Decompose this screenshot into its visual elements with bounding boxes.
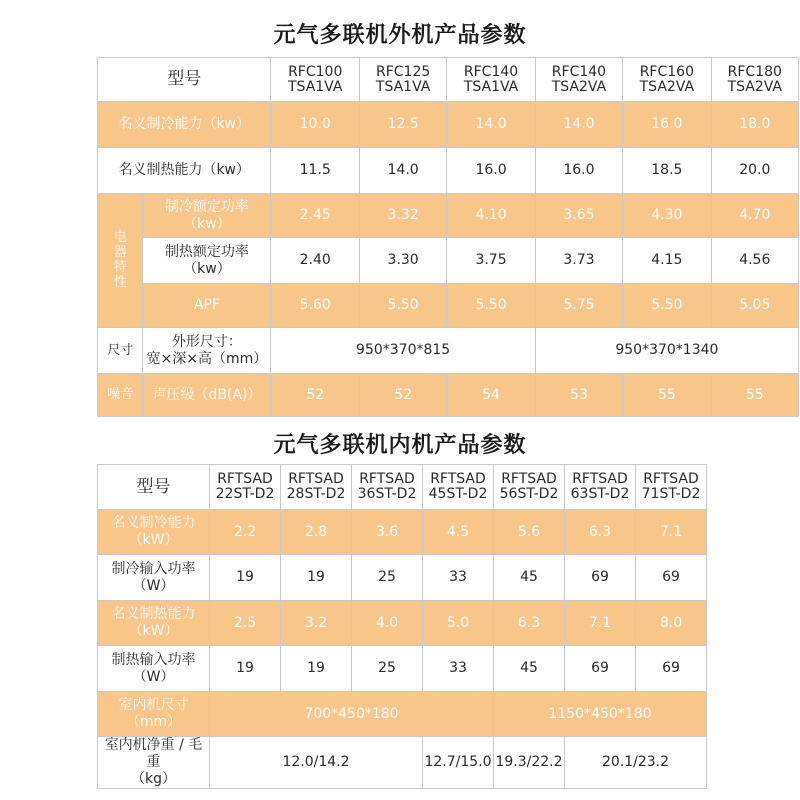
value-cell: 6.3 bbox=[494, 601, 565, 646]
value-cell: 8.0 bbox=[636, 601, 707, 646]
indoor-model-label: 型号 bbox=[98, 465, 210, 510]
value-cell: 16.0 bbox=[535, 148, 622, 194]
outdoor-noise-row bbox=[98, 374, 799, 417]
indoor-model-6: RFTSAD 63ST-D2 bbox=[565, 465, 636, 510]
value-cell: 4.30 bbox=[623, 194, 711, 238]
value-cell: 53 bbox=[535, 374, 622, 417]
value-cell: 3.75 bbox=[447, 238, 535, 284]
outdoor-title: 元气多联机外机产品参数 bbox=[273, 23, 527, 48]
indoor-heating-input-row bbox=[98, 646, 707, 692]
value-cell: 4.70 bbox=[711, 194, 798, 238]
value-cell: 5.50 bbox=[447, 284, 535, 328]
value-cell: 2.8 bbox=[281, 510, 352, 555]
value-cell: 3.65 bbox=[535, 194, 622, 238]
value-cell: 5.6 bbox=[494, 510, 565, 555]
value-cell: 4.56 bbox=[711, 238, 798, 284]
value-cell: 69 bbox=[565, 646, 636, 692]
outdoor-heating-capacity-row bbox=[98, 148, 799, 194]
indoor-model-2: RFTSAD 28ST-D2 bbox=[281, 465, 352, 510]
value-cell: 3.73 bbox=[535, 238, 622, 284]
outdoor-model-5: RFC160 TSA2VA bbox=[623, 58, 711, 102]
value-cell: 14.0 bbox=[447, 102, 535, 148]
value-cell: 2.40 bbox=[271, 238, 359, 284]
value-cell: 3.32 bbox=[359, 194, 446, 238]
value-cell: 4.5 bbox=[423, 510, 494, 555]
value-cell: 19 bbox=[281, 555, 352, 601]
outdoor-cooling-capacity-row bbox=[98, 102, 799, 148]
value-cell: 14.0 bbox=[535, 102, 622, 148]
outdoor-model-4: RFC140 TSA2VA bbox=[535, 58, 622, 102]
outdoor-cooling-capacity-label: 名义制冷能力（kw） bbox=[98, 102, 271, 148]
value-cell: 700*450*180 bbox=[210, 692, 494, 737]
value-cell: 19.3/22.2 bbox=[494, 737, 565, 789]
value-cell: 14.0 bbox=[359, 148, 446, 194]
indoor-model-7: RFTSAD 71ST-D2 bbox=[636, 465, 707, 510]
value-cell: 2.45 bbox=[271, 194, 359, 238]
indoor-heating-capacity-row bbox=[98, 601, 707, 646]
indoor-heating-input-label: 制热输入功率 （W） bbox=[98, 646, 210, 692]
outdoor-heating-capacity-label: 名义制热能力（kw） bbox=[98, 148, 271, 194]
indoor-weight-label: 室内机净重 / 毛重 （kg） bbox=[98, 737, 210, 789]
value-cell: 33 bbox=[423, 555, 494, 601]
value-cell: 6.3 bbox=[565, 510, 636, 555]
value-cell: 950*370*815 bbox=[271, 328, 535, 374]
value-cell: 45 bbox=[494, 646, 565, 692]
outdoor-model-2: RFC125 TSA1VA bbox=[359, 58, 446, 102]
value-cell: 16.0 bbox=[447, 148, 535, 194]
value-cell: 12.0/14.2 bbox=[210, 737, 423, 789]
value-cell: 12.5 bbox=[359, 102, 446, 148]
indoor-model-1: RFTSAD 22ST-D2 bbox=[210, 465, 281, 510]
value-cell: 3.30 bbox=[359, 238, 446, 284]
value-cell: 19 bbox=[210, 646, 281, 692]
indoor-title: 元气多联机内机产品参数 bbox=[273, 433, 527, 458]
value-cell: 18.0 bbox=[711, 102, 798, 148]
outdoor-size-label: 外形尺寸： 宽×深×高（mm） bbox=[143, 328, 271, 374]
value-cell: 4.0 bbox=[352, 601, 423, 646]
value-cell: 11.5 bbox=[271, 148, 359, 194]
noise-group-label: 噪音 bbox=[98, 374, 143, 417]
outdoor-noise-label: 声压级（dB(A)） bbox=[143, 374, 271, 417]
outdoor-heating-power-label: 制热额定功率 （kw） bbox=[143, 238, 271, 284]
value-cell: 52 bbox=[271, 374, 359, 417]
indoor-size-label: 室内机尺寸 （mm） bbox=[98, 692, 210, 737]
value-cell: 54 bbox=[447, 374, 535, 417]
indoor-size-row bbox=[98, 692, 707, 737]
value-cell: 5.50 bbox=[359, 284, 446, 328]
indoor-heating-capacity-label: 名义制热能力 （kW） bbox=[98, 601, 210, 646]
indoor-model-row bbox=[98, 465, 707, 510]
value-cell: 69 bbox=[565, 555, 636, 601]
value-cell: 69 bbox=[636, 646, 707, 692]
outdoor-model-1: RFC100 TSA1VA bbox=[271, 58, 359, 102]
value-cell: 1150*450*180 bbox=[494, 692, 707, 737]
indoor-weight-row bbox=[98, 737, 707, 789]
value-cell: 2.5 bbox=[210, 601, 281, 646]
value-cell: 4.15 bbox=[623, 238, 711, 284]
outdoor-cooling-power-row bbox=[98, 194, 799, 238]
value-cell: 33 bbox=[423, 646, 494, 692]
value-cell: 2.2 bbox=[210, 510, 281, 555]
outdoor-model-label: 型号 bbox=[98, 58, 271, 102]
outdoor-model-6: RFC180 TSA2VA bbox=[711, 58, 798, 102]
value-cell: 52 bbox=[359, 374, 446, 417]
indoor-params-table bbox=[97, 464, 707, 789]
value-cell: 55 bbox=[711, 374, 798, 417]
value-cell: 5.05 bbox=[711, 284, 798, 328]
outdoor-heating-power-row bbox=[98, 238, 799, 284]
indoor-cooling-capacity-row bbox=[98, 510, 707, 555]
size-group-label: 尺寸 bbox=[98, 328, 143, 374]
outdoor-apf-label: APF bbox=[143, 284, 271, 328]
outdoor-model-3: RFC140 TSA1VA bbox=[447, 58, 535, 102]
outdoor-apf-row bbox=[98, 284, 799, 328]
indoor-cooling-input-row bbox=[98, 555, 707, 601]
value-cell: 25 bbox=[352, 555, 423, 601]
value-cell: 12.7/15.0 bbox=[423, 737, 494, 789]
value-cell: 18.5 bbox=[623, 148, 711, 194]
value-cell: 5.50 bbox=[623, 284, 711, 328]
indoor-model-5: RFTSAD 56ST-D2 bbox=[494, 465, 565, 510]
value-cell: 5.75 bbox=[535, 284, 622, 328]
value-cell: 55 bbox=[623, 374, 711, 417]
value-cell: 19 bbox=[281, 646, 352, 692]
indoor-cooling-input-label: 制冷输入功率 （W） bbox=[98, 555, 210, 601]
value-cell: 69 bbox=[636, 555, 707, 601]
indoor-model-4: RFTSAD 45ST-D2 bbox=[423, 465, 494, 510]
value-cell: 10.0 bbox=[271, 102, 359, 148]
value-cell: 3.6 bbox=[352, 510, 423, 555]
value-cell: 950*370*1340 bbox=[535, 328, 798, 374]
value-cell: 7.1 bbox=[636, 510, 707, 555]
indoor-cooling-capacity-label: 名义制冷能力 （kW） bbox=[98, 510, 210, 555]
value-cell: 19 bbox=[210, 555, 281, 601]
outdoor-params-table bbox=[97, 57, 799, 417]
electrical-group-label: 电器特性 bbox=[98, 194, 143, 328]
value-cell: 16.0 bbox=[623, 102, 711, 148]
outdoor-model-row bbox=[98, 58, 799, 102]
value-cell: 3.2 bbox=[281, 601, 352, 646]
value-cell: 4.10 bbox=[447, 194, 535, 238]
outdoor-cooling-power-label: 制冷额定功率 （kw） bbox=[143, 194, 271, 238]
value-cell: 5.60 bbox=[271, 284, 359, 328]
value-cell: 5.0 bbox=[423, 601, 494, 646]
value-cell: 45 bbox=[494, 555, 565, 601]
indoor-model-3: RFTSAD 36ST-D2 bbox=[352, 465, 423, 510]
value-cell: 7.1 bbox=[565, 601, 636, 646]
value-cell: 25 bbox=[352, 646, 423, 692]
outdoor-size-row bbox=[98, 328, 799, 374]
value-cell: 20.0 bbox=[711, 148, 798, 194]
value-cell: 20.1/23.2 bbox=[565, 737, 707, 789]
